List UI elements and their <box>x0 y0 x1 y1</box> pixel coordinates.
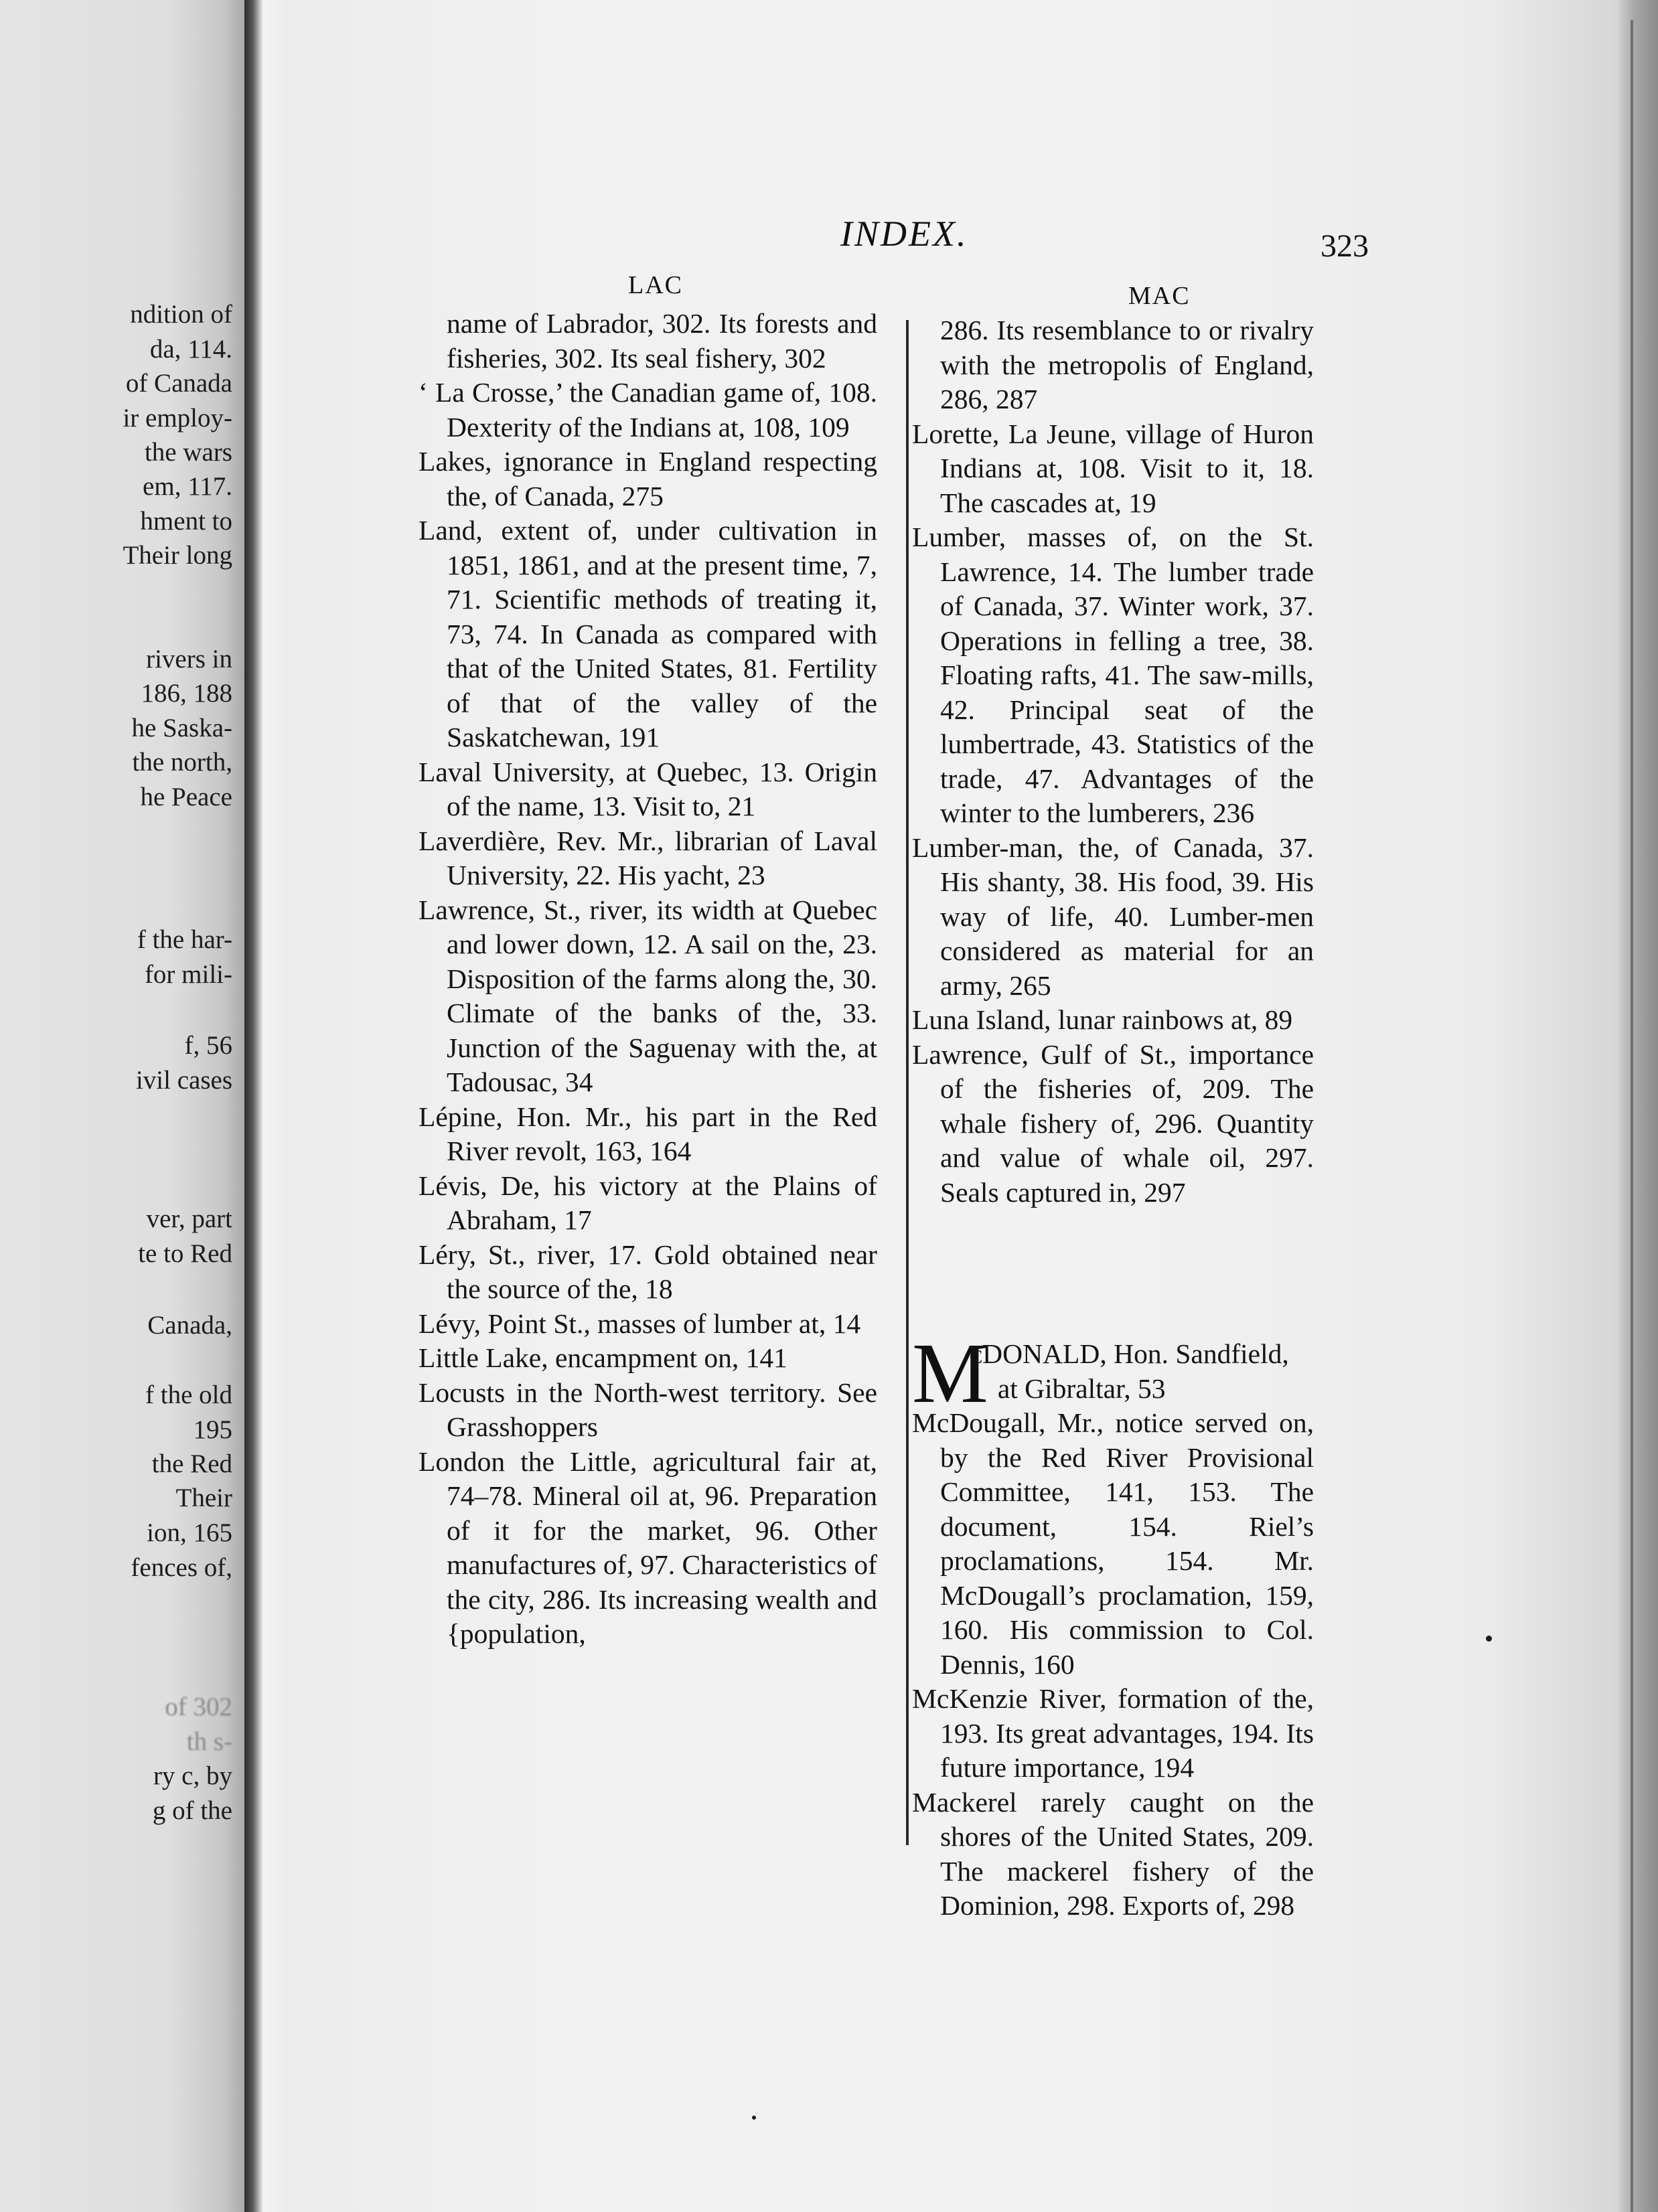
previous-page-line: he Saska- <box>131 714 232 742</box>
previous-page-line: rivers in <box>146 645 232 674</box>
index-entry: Lumber-man, the, of Canada, 37. His shanty, 38. His food, 39. His way of life, 40. Lumber-men considered as material for an army, 265 <box>912 832 1314 1001</box>
index-entry: Lévy, Point St., masses of lumber at, 14 <box>419 1308 861 1339</box>
print-speck <box>752 2116 756 2120</box>
page-edge <box>1618 0 1658 2212</box>
previous-page-line: fences of, <box>131 1553 232 1582</box>
previous-page-line: of 302 <box>165 1692 232 1721</box>
index-entry: ‘ La Crosse,’ the Canadian game of, 108. Dexterity of the Indians at, 108, 109 <box>419 377 877 443</box>
previous-page-line: Their <box>175 1484 232 1512</box>
index-entry-mcdonald <box>912 1326 1314 1421</box>
previous-page-line: the north, <box>132 748 232 777</box>
book-gutter <box>244 0 286 2212</box>
index-entry: Lorette, La Jeune, village of Huron Indians at, 108. Visit to it, 18. The cascades at, 19 <box>912 418 1314 518</box>
previous-page-line: ry c, by <box>153 1761 232 1790</box>
index-entry: Lawrence, Gulf of St., importance of the fisheries of, 209. The whale fishery of, 296. Quantity and value of whale oil, 297. Seals captured in, 297 <box>912 1038 1314 1208</box>
previous-page-line: ir employ- <box>123 404 232 432</box>
previous-page-line: f the har- <box>137 925 232 954</box>
index-entry: Little Lake, encampment on, 141 <box>419 1342 787 1373</box>
running-head: INDEX. <box>840 214 968 254</box>
index-page <box>286 0 1618 2212</box>
index-entry: McKenzie River, formation of the, 193. Its great advantages, 194. Its future importance, 194 <box>912 1683 1314 1783</box>
index-entry: Locusts in the North-west territory. See Grasshoppers <box>419 1376 877 1442</box>
section-gap <box>912 1210 1314 1337</box>
previous-page-line: th s- <box>186 1727 232 1756</box>
left-column-heading: LAC <box>628 271 683 299</box>
dropcap-smallcaps: cDONALD <box>969 1338 1100 1369</box>
previous-page-line: Their long <box>123 541 232 570</box>
previous-page-line: for mili- <box>144 960 232 989</box>
page-number: 323 <box>1321 228 1369 264</box>
previous-page-line: da, 114. <box>149 335 232 364</box>
index-entry-continuation: 286. Its resemblance to or rivalry with the metropolis of England, 286, 287 <box>940 315 1314 414</box>
index-entry: Lakes, ignorance in England respecting the, of Canada, 275 <box>419 446 877 511</box>
previous-page-line: 195 <box>193 1415 232 1444</box>
previous-page-line: ndition of <box>130 300 232 329</box>
previous-page-line: the Red <box>151 1449 232 1478</box>
right-index-column <box>912 313 1314 1923</box>
previous-page-line: the wars <box>144 438 232 467</box>
index-entry: London the Little, agricultural fair at, 74–78. Mineral oil at, 96. Preparation of it for the market, 96. Other manufactures of, 97. Characteristics of the city, 286. Its increasing wealth and {population, <box>419 1445 878 1649</box>
index-entry: Land, extent of, under cultivation in 1851, 1861, and at the present time, 7, 71. Scientific methods of treating it, 73, 74. In Canada as compared with that of the United States, 81. Fertility of that of the valley of the Saskatchewan, 191 <box>419 515 877 753</box>
index-entry: Luna Island, lunar rainbows at, 89 <box>912 1004 1293 1035</box>
dropcap-rest: , Hon. Sandfield, at Gibraltar, 53 <box>997 1338 1289 1404</box>
index-entry: Mackerel rarely caught on the shores of the United States, 209. The mackerel fishery of the Dominion, 298. Exports of, 298 <box>912 1786 1314 1921</box>
previous-page-line: Canada, <box>147 1311 232 1340</box>
index-entry: Léry, St., river, 17. Gold obtained near the source of the, 18 <box>419 1239 877 1304</box>
print-speck <box>1486 1636 1492 1642</box>
dropcap-m: M <box>912 1326 988 1421</box>
index-entry: Laval University, at Quebec, 13. Origin of the name, 13. Visit to, 21 <box>419 756 877 821</box>
previous-page-line: ver, part <box>146 1204 232 1233</box>
index-entry: Lépine, Hon. Mr., his part in the Red River revolt, 163, 164 <box>419 1101 877 1166</box>
previous-page-line: hment to <box>140 507 232 536</box>
previous-page-line: te to Red <box>138 1239 232 1268</box>
right-column-heading: MAC <box>1128 282 1191 310</box>
index-entry: Laverdière, Rev. Mr., librarian of Laval University, 22. His yacht, 23 <box>419 825 877 890</box>
previous-page-line: of Canada <box>125 369 232 398</box>
index-entry: Lumber, masses of, on the St. Lawrence, 14. The lumber trade of Canada, 37. Winter work, 37. Operations in felling a tree, 38. Floating rafts, 41. The saw-mills, 42. Principal seat of the lumbertrade, 43. Statistics of the trade, 47. Advantages of the winter to the lumberers, 236 <box>912 522 1314 828</box>
previous-page-line: ivil cases <box>135 1066 232 1095</box>
index-entry: McDougall, Mr., notice served on, by the Red River Provisional Committee, 141, 153. The document, 154. Riel’s proclamations, 154. Mr. McDougall’s proclamation, 159, 160. His commission to Col. Dennis, 160 <box>912 1407 1314 1680</box>
index-entry-continuation: name of Labrador, 302. Its forests and fisheries, 302. Its seal fishery, 302 <box>447 308 877 374</box>
previous-page-line: f, 56 <box>184 1031 232 1060</box>
previous-page-line: ion, 165 <box>147 1518 232 1547</box>
previous-page-fragment <box>0 0 244 2212</box>
previous-page-line: em, 117. <box>143 472 232 501</box>
index-entry: Lévis, De, his victory at the Plains of Abraham, 17 <box>419 1170 877 1235</box>
previous-page-line: g of the <box>152 1796 232 1825</box>
previous-page-line: 186, 188 <box>141 679 232 708</box>
column-rule <box>906 320 909 1845</box>
index-entry: Lawrence, St., river, its width at Quebec and lower down, 12. A sail on the, 23. Disposition of the farms along the, 30. Climate of the banks of the, 33. Junction of the Saguenay with the, at Tadousac, 34 <box>419 894 877 1097</box>
previous-page-line: he Peace <box>140 783 232 811</box>
previous-page-line: f the old <box>145 1380 232 1409</box>
left-index-column <box>419 307 877 1652</box>
